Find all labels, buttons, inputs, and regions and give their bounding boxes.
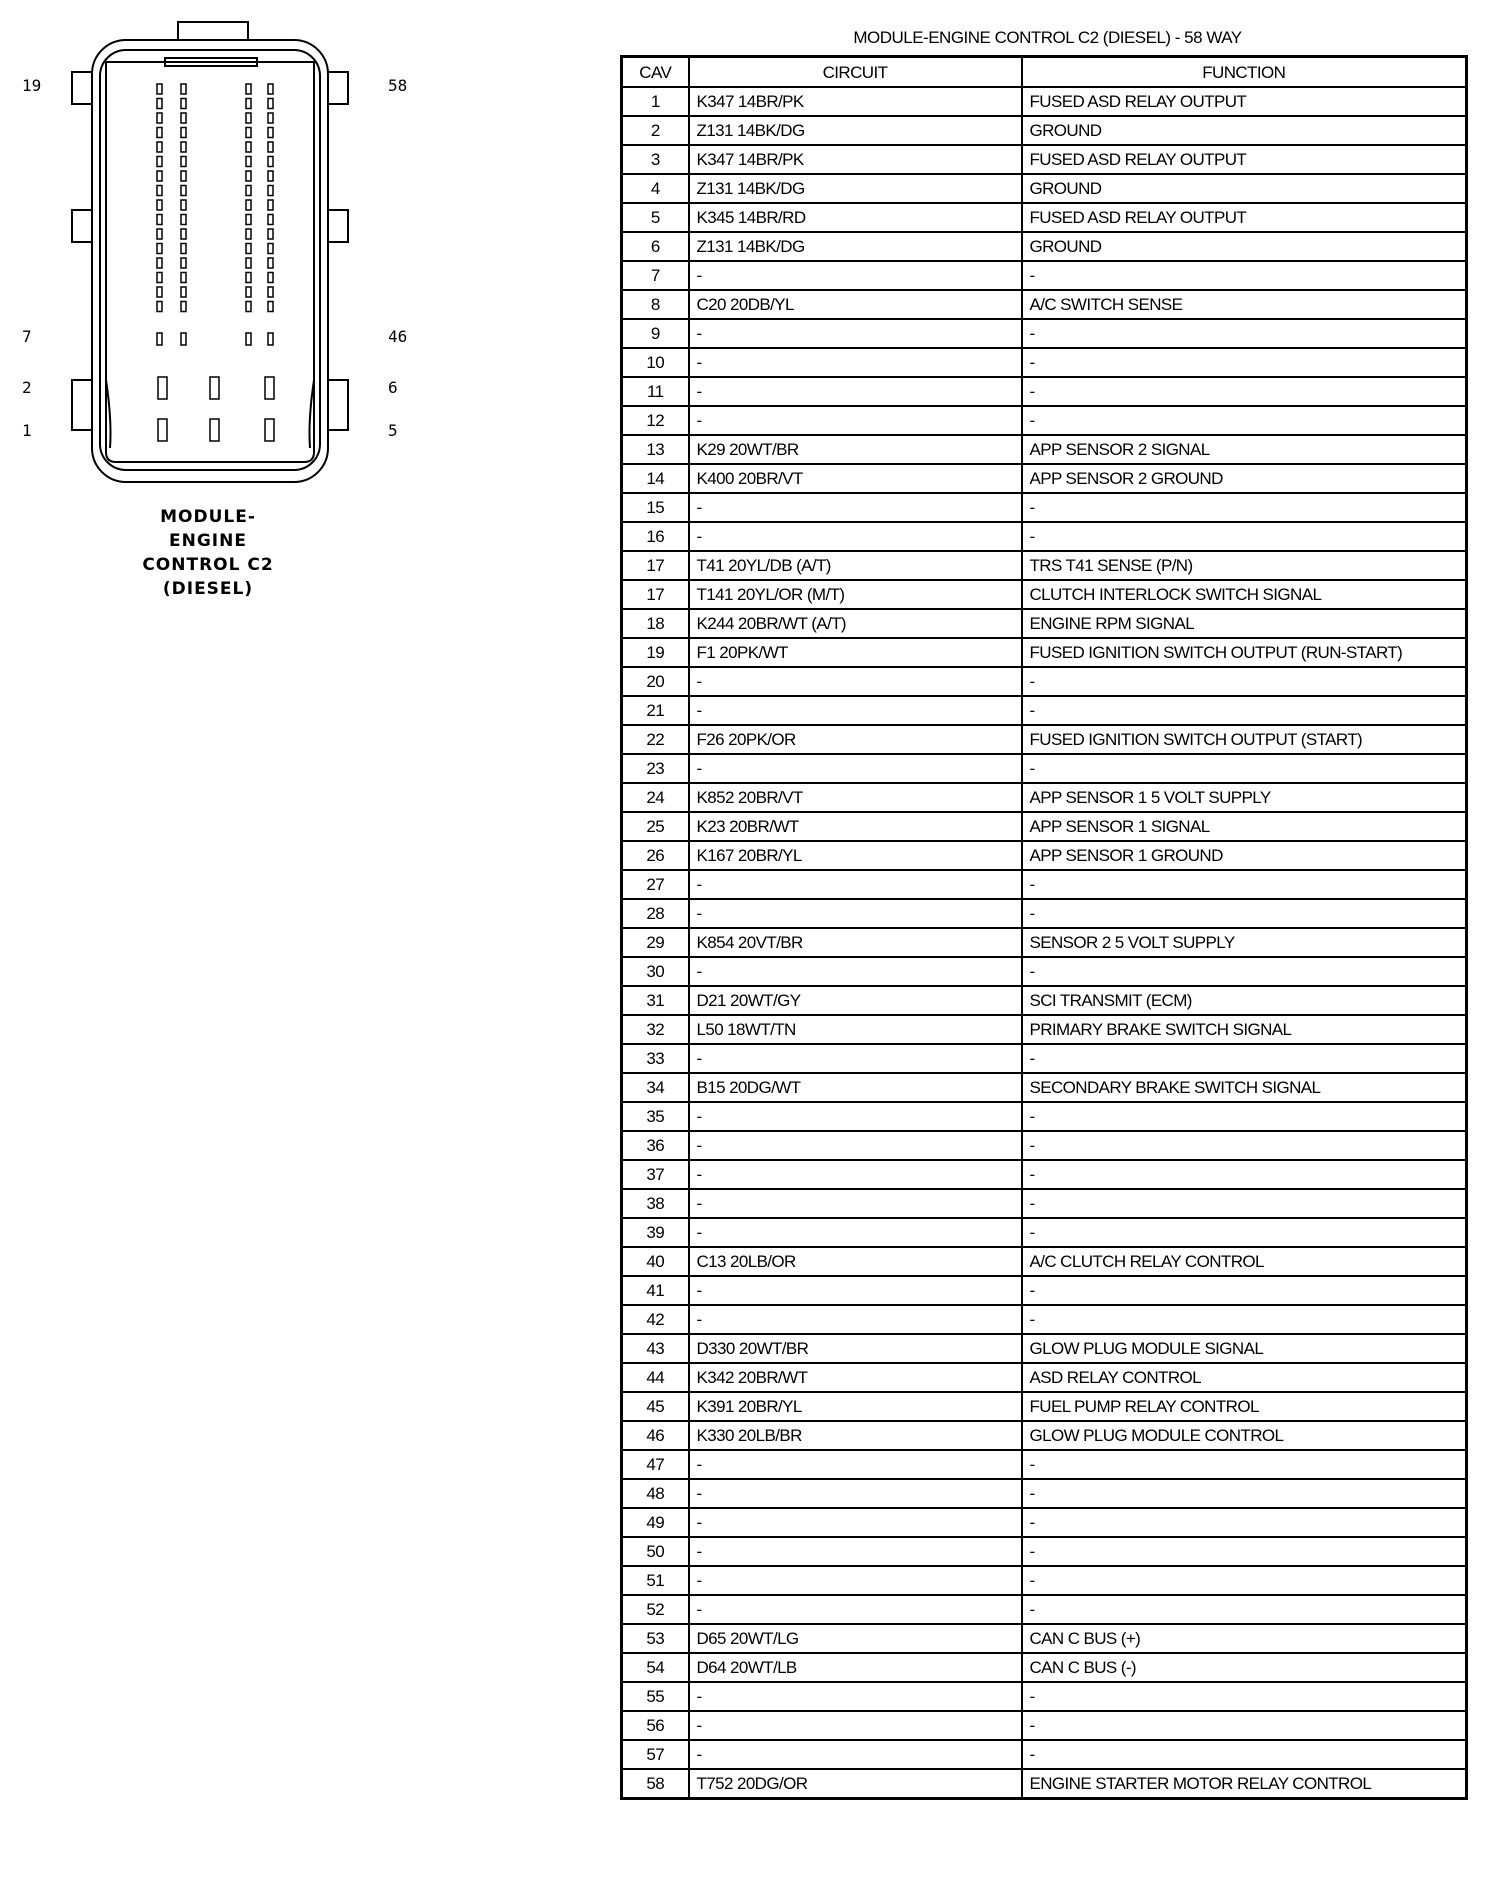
circuit-cell: - <box>689 406 1022 435</box>
circuit-cell: - <box>689 1711 1022 1740</box>
circuit-cell: Z131 14BK/DG <box>689 174 1022 203</box>
function-cell: - <box>1022 1682 1467 1711</box>
function-cell: GROUND <box>1022 116 1467 145</box>
circuit-cell: K23 20BR/WT <box>689 812 1022 841</box>
table-row <box>622 1682 1467 1711</box>
table-row <box>622 1769 1467 1799</box>
circuit-cell: - <box>689 1276 1022 1305</box>
cav-cell: 53 <box>622 1624 689 1653</box>
function-cell: - <box>1022 1479 1467 1508</box>
table-row <box>622 145 1467 174</box>
table-row <box>622 319 1467 348</box>
connector-caption <box>128 505 288 601</box>
function-cell: - <box>1022 667 1467 696</box>
circuit-cell: - <box>689 1305 1022 1334</box>
function-cell: - <box>1022 1102 1467 1131</box>
cav-cell: 54 <box>622 1653 689 1682</box>
function-cell: GROUND <box>1022 232 1467 261</box>
table-row <box>622 377 1467 406</box>
table-row <box>622 1537 1467 1566</box>
cav-cell: 1 <box>622 87 689 116</box>
circuit-cell: C20 20DB/YL <box>689 290 1022 319</box>
cav-cell: 51 <box>622 1566 689 1595</box>
function-cell: - <box>1022 870 1467 899</box>
circuit-cell: K342 20BR/WT <box>689 1363 1022 1392</box>
cav-cell: 17 <box>622 580 689 609</box>
cav-cell: 10 <box>622 348 689 377</box>
function-cell: PRIMARY BRAKE SWITCH SIGNAL <box>1022 1015 1467 1044</box>
circuit-cell: - <box>689 899 1022 928</box>
table-row <box>622 551 1467 580</box>
function-cell: - <box>1022 1537 1467 1566</box>
cav-cell: 55 <box>622 1682 689 1711</box>
cav-cell: 5 <box>622 203 689 232</box>
cav-cell: 20 <box>622 667 689 696</box>
pin-label-19: 19 <box>22 76 42 95</box>
function-cell: - <box>1022 1305 1467 1334</box>
table-row <box>622 725 1467 754</box>
table-row <box>622 435 1467 464</box>
table-row <box>622 174 1467 203</box>
table-row <box>622 1276 1467 1305</box>
circuit-cell: - <box>689 1044 1022 1073</box>
caption-line: CONTROL C2 <box>142 555 274 575</box>
circuit-cell: - <box>689 1740 1022 1769</box>
circuit-cell: - <box>689 957 1022 986</box>
function-cell: - <box>1022 899 1467 928</box>
circuit-cell: C13 20LB/OR <box>689 1247 1022 1276</box>
caption-line: ENGINE <box>169 531 247 551</box>
circuit-cell: - <box>689 1218 1022 1247</box>
cav-cell: 35 <box>622 1102 689 1131</box>
cav-cell: 33 <box>622 1044 689 1073</box>
circuit-cell: K347 14BR/PK <box>689 145 1022 174</box>
circuit-cell: - <box>689 348 1022 377</box>
table-row <box>622 1160 1467 1189</box>
function-cell: - <box>1022 1508 1467 1537</box>
function-cell: FUEL PUMP RELAY CONTROL <box>1022 1392 1467 1421</box>
left-ear-top <box>72 72 94 104</box>
function-cell: - <box>1022 1450 1467 1479</box>
cav-cell: 41 <box>622 1276 689 1305</box>
right-ear-top <box>326 72 348 104</box>
table-title: MODULE-ENGINE CONTROL C2 (DIESEL) - 58 WAY <box>853 28 1242 47</box>
cav-cell: 45 <box>622 1392 689 1421</box>
cav-cell: 52 <box>622 1595 689 1624</box>
cav-cell: 6 <box>622 232 689 261</box>
table-row <box>622 928 1467 957</box>
function-cell: - <box>1022 754 1467 783</box>
cav-cell: 9 <box>622 319 689 348</box>
cav-cell: 7 <box>622 261 689 290</box>
function-cell: - <box>1022 1160 1467 1189</box>
cav-cell: 25 <box>622 812 689 841</box>
circuit-cell: - <box>689 1537 1022 1566</box>
function-cell: - <box>1022 377 1467 406</box>
cav-cell: 15 <box>622 493 689 522</box>
circuit-cell: F1 20PK/WT <box>689 638 1022 667</box>
function-cell: FUSED ASD RELAY OUTPUT <box>1022 203 1467 232</box>
circuit-cell: - <box>689 1450 1022 1479</box>
table-row <box>622 1102 1467 1131</box>
cav-cell: 19 <box>622 638 689 667</box>
table-row <box>622 1015 1467 1044</box>
table-row <box>622 348 1467 377</box>
cav-cell: 38 <box>622 1189 689 1218</box>
table-row <box>622 986 1467 1015</box>
pin-label-46: 46 <box>388 327 408 346</box>
pin-label-1: 1 <box>22 421 32 440</box>
cav-cell: 8 <box>622 290 689 319</box>
circuit-cell: D64 20WT/LB <box>689 1653 1022 1682</box>
circuit-cell: - <box>689 870 1022 899</box>
cav-cell: 26 <box>622 841 689 870</box>
cav-cell: 21 <box>622 696 689 725</box>
circuit-cell: K330 20LB/BR <box>689 1421 1022 1450</box>
function-cell: - <box>1022 261 1467 290</box>
table-row <box>622 1363 1467 1392</box>
table-row <box>622 522 1467 551</box>
cav-cell: 32 <box>622 1015 689 1044</box>
circuit-cell: - <box>689 696 1022 725</box>
header-cav: CAV <box>622 57 689 88</box>
connector-latch <box>178 22 248 40</box>
circuit-cell: - <box>689 377 1022 406</box>
pin-label-6: 6 <box>388 378 398 397</box>
cav-cell: 36 <box>622 1131 689 1160</box>
cav-cell: 16 <box>622 522 689 551</box>
cav-cell: 56 <box>622 1711 689 1740</box>
table-row <box>622 841 1467 870</box>
circuit-cell: - <box>689 1595 1022 1624</box>
right-ear-mid <box>326 210 348 242</box>
circuit-cell: T141 20YL/OR (M/T) <box>689 580 1022 609</box>
function-cell: GLOW PLUG MODULE SIGNAL <box>1022 1334 1467 1363</box>
cav-cell: 47 <box>622 1450 689 1479</box>
table-row <box>622 493 1467 522</box>
circuit-cell: K852 20BR/VT <box>689 783 1022 812</box>
circuit-cell: Z131 14BK/DG <box>689 232 1022 261</box>
table-row <box>622 1073 1467 1102</box>
cav-cell: 46 <box>622 1421 689 1450</box>
circuit-cell: K391 20BR/YL <box>689 1392 1022 1421</box>
circuit-cell: - <box>689 1566 1022 1595</box>
cav-cell: 2 <box>622 116 689 145</box>
function-cell: APP SENSOR 2 SIGNAL <box>1022 435 1467 464</box>
circuit-cell: K400 20BR/VT <box>689 464 1022 493</box>
circuit-cell: - <box>689 1682 1022 1711</box>
table-row <box>622 1189 1467 1218</box>
function-cell: APP SENSOR 1 5 VOLT SUPPLY <box>1022 783 1467 812</box>
circuit-cell: - <box>689 667 1022 696</box>
table-row <box>622 1740 1467 1769</box>
circuit-cell: K345 14BR/RD <box>689 203 1022 232</box>
header-circuit: CIRCUIT <box>689 57 1022 88</box>
circuit-cell: - <box>689 1160 1022 1189</box>
connector-body-outer <box>92 40 328 482</box>
table-row <box>622 1508 1467 1537</box>
cav-cell: 30 <box>622 957 689 986</box>
function-cell: - <box>1022 1218 1467 1247</box>
function-cell: - <box>1022 1044 1467 1073</box>
caption-line: (DIESEL) <box>162 579 254 599</box>
function-cell: ENGINE STARTER MOTOR RELAY CONTROL <box>1022 1769 1467 1799</box>
cav-cell: 28 <box>622 899 689 928</box>
pin-label-2: 2 <box>22 378 32 397</box>
function-cell: GROUND <box>1022 174 1467 203</box>
table-row <box>622 1595 1467 1624</box>
cav-cell: 50 <box>622 1537 689 1566</box>
table-row <box>622 1044 1467 1073</box>
function-cell: SENSOR 2 5 VOLT SUPPLY <box>1022 928 1467 957</box>
function-cell: - <box>1022 957 1467 986</box>
table-row <box>622 754 1467 783</box>
function-cell: - <box>1022 1595 1467 1624</box>
function-cell: - <box>1022 1566 1467 1595</box>
function-cell: - <box>1022 1276 1467 1305</box>
cav-cell: 17 <box>622 551 689 580</box>
left-ear-mid <box>72 210 94 242</box>
table-row <box>622 261 1467 290</box>
function-cell: CLUTCH INTERLOCK SWITCH SIGNAL <box>1022 580 1467 609</box>
circuit-cell: - <box>689 754 1022 783</box>
cav-cell: 27 <box>622 870 689 899</box>
function-cell: FUSED IGNITION SWITCH OUTPUT (RUN-START) <box>1022 638 1467 667</box>
circuit-cell: - <box>689 1508 1022 1537</box>
cav-cell: 24 <box>622 783 689 812</box>
function-cell: FUSED IGNITION SWITCH OUTPUT (START) <box>1022 725 1467 754</box>
table-row <box>622 1421 1467 1450</box>
table-row <box>622 783 1467 812</box>
circuit-cell: - <box>689 522 1022 551</box>
table-row <box>622 1653 1467 1682</box>
header-function: FUNCTION <box>1022 57 1467 88</box>
cav-cell: 4 <box>622 174 689 203</box>
circuit-cell: - <box>689 1189 1022 1218</box>
table-row <box>622 638 1467 667</box>
table-row <box>622 1305 1467 1334</box>
function-cell: - <box>1022 319 1467 348</box>
circuit-cell: F26 20PK/OR <box>689 725 1022 754</box>
circuit-cell: K854 20VT/BR <box>689 928 1022 957</box>
table-row <box>622 1247 1467 1276</box>
table-row <box>622 899 1467 928</box>
cav-cell: 57 <box>622 1740 689 1769</box>
function-cell: ASD RELAY CONTROL <box>1022 1363 1467 1392</box>
table-row <box>622 232 1467 261</box>
table-row <box>622 870 1467 899</box>
cav-cell: 43 <box>622 1334 689 1363</box>
circuit-cell: K29 20WT/BR <box>689 435 1022 464</box>
right-ear-bottom <box>326 380 348 430</box>
circuit-cell: - <box>689 261 1022 290</box>
function-cell: APP SENSOR 1 GROUND <box>1022 841 1467 870</box>
circuit-cell: T752 20DG/OR <box>689 1769 1022 1799</box>
circuit-cell: D65 20WT/LG <box>689 1624 1022 1653</box>
cav-cell: 29 <box>622 928 689 957</box>
cav-cell: 13 <box>622 435 689 464</box>
circuit-cell: B15 20DG/WT <box>689 1073 1022 1102</box>
cav-cell: 3 <box>622 145 689 174</box>
function-cell: A/C SWITCH SENSE <box>1022 290 1467 319</box>
function-cell: - <box>1022 696 1467 725</box>
table-row <box>622 1711 1467 1740</box>
table-row <box>622 1334 1467 1363</box>
cav-cell: 34 <box>622 1073 689 1102</box>
cav-cell: 11 <box>622 377 689 406</box>
circuit-cell: Z131 14BK/DG <box>689 116 1022 145</box>
function-cell: - <box>1022 1711 1467 1740</box>
table-row <box>622 1450 1467 1479</box>
cav-cell: 58 <box>622 1769 689 1799</box>
table-row <box>622 290 1467 319</box>
function-cell: A/C CLUTCH RELAY CONTROL <box>1022 1247 1467 1276</box>
circuit-cell: - <box>689 1102 1022 1131</box>
function-cell: SECONDARY BRAKE SWITCH SIGNAL <box>1022 1073 1467 1102</box>
function-cell: - <box>1022 348 1467 377</box>
cav-cell: 22 <box>622 725 689 754</box>
circuit-cell: D330 20WT/BR <box>689 1334 1022 1363</box>
circuit-cell: K244 20BR/WT (A/T) <box>689 609 1022 638</box>
circuit-cell: T41 20YL/DB (A/T) <box>689 551 1022 580</box>
cav-cell: 49 <box>622 1508 689 1537</box>
table-header-row <box>622 57 1467 88</box>
table-row <box>622 609 1467 638</box>
function-cell: - <box>1022 522 1467 551</box>
pin-label-58: 58 <box>388 76 408 95</box>
function-cell: - <box>1022 1740 1467 1769</box>
function-cell: CAN C BUS (+) <box>1022 1624 1467 1653</box>
connector-face-diagram <box>0 0 440 500</box>
circuit-cell: - <box>689 1131 1022 1160</box>
function-cell: - <box>1022 406 1467 435</box>
cav-cell: 40 <box>622 1247 689 1276</box>
table-row <box>622 1218 1467 1247</box>
table-row <box>622 580 1467 609</box>
function-cell: - <box>1022 493 1467 522</box>
cav-cell: 12 <box>622 406 689 435</box>
table-row <box>622 464 1467 493</box>
table-row <box>622 957 1467 986</box>
left-ear-bottom <box>72 380 94 430</box>
function-cell: CAN C BUS (-) <box>1022 1653 1467 1682</box>
circuit-cell: K167 20BR/YL <box>689 841 1022 870</box>
cav-cell: 31 <box>622 986 689 1015</box>
cav-cell: 23 <box>622 754 689 783</box>
table-row <box>622 1479 1467 1508</box>
function-cell: APP SENSOR 1 SIGNAL <box>1022 812 1467 841</box>
function-cell: - <box>1022 1189 1467 1218</box>
pin-label-7: 7 <box>22 327 32 346</box>
table-row <box>622 812 1467 841</box>
table-row <box>622 667 1467 696</box>
cav-cell: 14 <box>622 464 689 493</box>
function-cell: - <box>1022 1131 1467 1160</box>
cav-cell: 37 <box>622 1160 689 1189</box>
circuit-cell: - <box>689 319 1022 348</box>
circuit-cell: L50 18WT/TN <box>689 1015 1022 1044</box>
function-cell: APP SENSOR 2 GROUND <box>1022 464 1467 493</box>
table-row <box>622 1131 1467 1160</box>
function-cell: FUSED ASD RELAY OUTPUT <box>1022 145 1467 174</box>
pin-label-5: 5 <box>388 421 398 440</box>
function-cell: GLOW PLUG MODULE CONTROL <box>1022 1421 1467 1450</box>
table-row <box>622 116 1467 145</box>
table-row <box>622 1566 1467 1595</box>
circuit-cell: - <box>689 1479 1022 1508</box>
caption-line: MODULE- <box>160 507 256 527</box>
cav-cell: 42 <box>622 1305 689 1334</box>
circuit-cell: D21 20WT/GY <box>689 986 1022 1015</box>
cav-cell: 44 <box>622 1363 689 1392</box>
circuit-cell: K347 14BR/PK <box>689 87 1022 116</box>
function-cell: SCI TRANSMIT (ECM) <box>1022 986 1467 1015</box>
circuit-cell: - <box>689 493 1022 522</box>
function-cell: TRS T41 SENSE (P/N) <box>1022 551 1467 580</box>
pinout-table <box>620 55 1468 1800</box>
table-row <box>622 203 1467 232</box>
table-row <box>622 1392 1467 1421</box>
function-cell: ENGINE RPM SIGNAL <box>1022 609 1467 638</box>
cav-cell: 18 <box>622 609 689 638</box>
table-row <box>622 87 1467 116</box>
cav-cell: 48 <box>622 1479 689 1508</box>
table-row <box>622 406 1467 435</box>
function-cell: FUSED ASD RELAY OUTPUT <box>1022 87 1467 116</box>
cav-cell: 39 <box>622 1218 689 1247</box>
table-row <box>622 696 1467 725</box>
table-row <box>622 1624 1467 1653</box>
